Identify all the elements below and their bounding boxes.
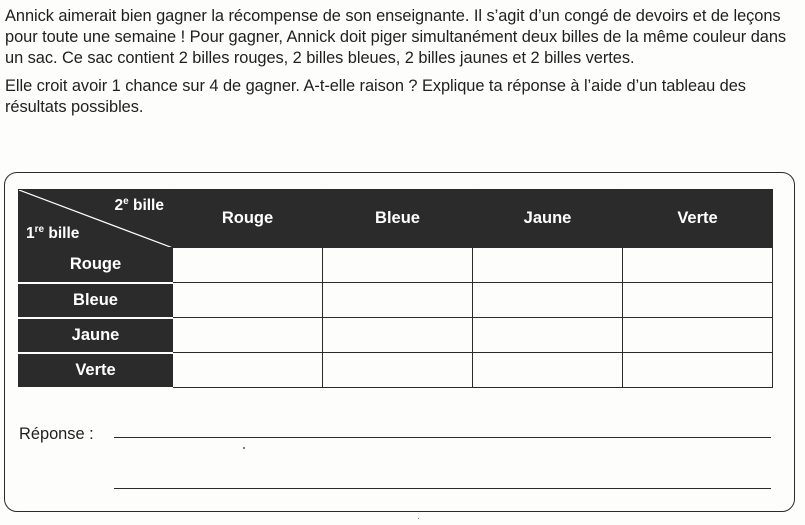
problem-statement <box>5 6 795 118</box>
table-cell[interactable] <box>323 318 473 353</box>
table-cell[interactable] <box>623 318 773 353</box>
column-header-bleue: Bleue <box>323 190 473 248</box>
table-cell[interactable] <box>623 248 773 283</box>
table-cell[interactable] <box>173 318 323 353</box>
scan-speck <box>243 447 245 449</box>
table-corner-cell <box>19 190 173 248</box>
corner-row-label: 1re bille <box>26 224 80 242</box>
table-cell[interactable] <box>173 353 323 388</box>
table-cell[interactable] <box>623 353 773 388</box>
table-cell[interactable] <box>473 283 623 318</box>
row-header-bleue: Bleue <box>19 283 173 318</box>
row-header-jaune: Jaune <box>19 318 173 353</box>
table-row <box>19 283 773 318</box>
table-cell[interactable] <box>473 353 623 388</box>
results-table <box>18 189 773 389</box>
table-row <box>19 318 773 353</box>
answer-label: Réponse : <box>19 425 94 443</box>
table-cell[interactable] <box>473 248 623 283</box>
column-header-verte: Verte <box>623 190 773 248</box>
problem-paragraph-2: Elle croit avoir 1 chance sur 4 de gagner. A-t-elle raison ? Explique ta réponse à l’aide d’un tableau des résultats possibles. <box>5 77 746 116</box>
corner-column-label: 2e bille <box>114 196 164 214</box>
table-row <box>19 248 773 283</box>
row-header-verte: Verte <box>19 353 173 388</box>
row-header-rouge: Rouge <box>19 248 173 283</box>
scan-speck <box>418 518 419 519</box>
column-header-jaune: Jaune <box>473 190 623 248</box>
answer-line-2[interactable] <box>114 488 771 489</box>
table-header-row <box>19 190 773 248</box>
table-cell[interactable] <box>623 283 773 318</box>
table-cell[interactable] <box>323 283 473 318</box>
table-cell[interactable] <box>323 353 473 388</box>
table-cell[interactable] <box>473 318 623 353</box>
table-row <box>19 353 773 388</box>
column-header-rouge: Rouge <box>173 190 323 248</box>
problem-paragraph-1: Annick aimerait bien gagner la récompense de son enseignante. Il s’agit d’un congé de devoirs et de leçons pour toute une semaine ! Pour gagner, Annick doit piger simultanément deux billes de la même couleur dans un sac. Ce sac contient 2 billes rouges, 2 billes bleues, 2 billes jaunes et 2 billes vertes. <box>5 7 787 67</box>
table-cell[interactable] <box>173 283 323 318</box>
table-cell[interactable] <box>173 248 323 283</box>
answer-line-1[interactable] <box>114 437 771 438</box>
table-cell[interactable] <box>323 248 473 283</box>
